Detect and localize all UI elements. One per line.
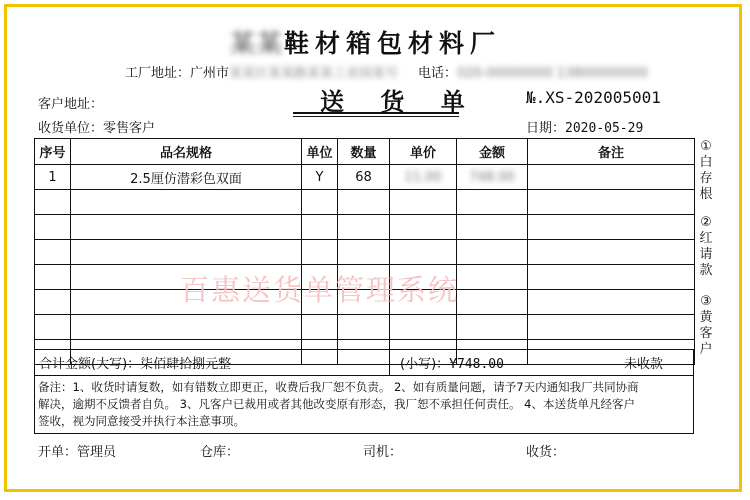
notes-line-1: 备注：1、收货时请复数，如有错数立即更正，收费后我厂恕不负责。 2、如有质量问题，请予7天内通知我厂共同协商 xyxy=(38,380,639,394)
cell-unit: Y xyxy=(302,165,338,190)
totals-table xyxy=(34,349,694,376)
date-value: 2020-05-29 xyxy=(565,121,644,136)
header-qty: 数量 xyxy=(338,139,390,165)
copy-red-label: ②红请款 xyxy=(699,215,713,278)
header-amount: 金额 xyxy=(457,139,528,165)
issuer-label: 开单： xyxy=(38,445,78,460)
header-price: 单价 xyxy=(390,139,457,165)
total-lowercase-label: (小写)： xyxy=(400,357,450,372)
table-row xyxy=(35,165,695,190)
table-row xyxy=(35,240,695,265)
phone-label: 电话： xyxy=(418,66,458,81)
header-name: 品名规格 xyxy=(71,139,302,165)
copy-yellow-label: ③黄客户 xyxy=(699,294,713,357)
company-title xyxy=(230,24,501,60)
totals-row xyxy=(35,350,694,376)
cell-qty: 68 xyxy=(338,165,390,190)
company-name-prefix: 某某 xyxy=(230,29,285,58)
customer-address xyxy=(38,93,103,112)
receiver-label: 收货单位： xyxy=(38,121,104,136)
total-uppercase-value: 柒佰肆拾捌元整 xyxy=(140,357,232,372)
header-unit: 单位 xyxy=(302,139,338,165)
copy-white-label: ①白存根 xyxy=(699,139,713,202)
address-value: 广州市 xyxy=(190,66,230,81)
footer-receiver: 收货： xyxy=(526,445,566,460)
document-title: 送 货 单 xyxy=(320,87,479,116)
cell-name: 2.5厘仿潜彩色双面 xyxy=(71,165,302,190)
table-row xyxy=(35,190,695,215)
receiver-unit xyxy=(38,117,155,136)
date-label: 日期： xyxy=(526,121,566,136)
company-address-line xyxy=(125,62,648,81)
cell-amount: 748.00 xyxy=(457,165,528,190)
watermark-text: 百惠送货单管理系统 xyxy=(180,273,460,307)
company-name: 鞋材箱包材料厂 xyxy=(284,29,502,58)
document-date xyxy=(526,117,643,136)
phone-blurred: 020-00000000 13800000000 xyxy=(457,66,648,81)
address-label: 工厂地址： xyxy=(125,66,191,81)
header-note: 备注 xyxy=(528,139,695,165)
total-uppercase xyxy=(35,350,390,376)
cell-price: 11.00 xyxy=(390,165,457,190)
total-lowercase xyxy=(390,350,694,376)
notes-box xyxy=(34,375,694,434)
table-row xyxy=(35,215,695,240)
footer-issuer xyxy=(38,441,116,460)
receiver-value: 零售客户 xyxy=(103,121,156,136)
notes-line-3: 签收，视为同意接受并执行本注意事项。 xyxy=(38,414,245,428)
total-uppercase-label: 合计金额(大写)： xyxy=(39,357,141,372)
cell-note xyxy=(528,165,695,190)
notes-line-2: 解决，逾期不反馈者自负。 3、凡客户已裁用或者其他改变原有形态，我厂恕不承担任何责任。 4、本送货单凡经客户 xyxy=(38,397,635,411)
footer-warehouse: 仓库： xyxy=(200,445,240,460)
cell-seq: 1 xyxy=(35,165,71,190)
header-seq: 序号 xyxy=(35,139,71,165)
title-underline xyxy=(293,112,459,114)
items-table xyxy=(34,138,695,365)
footer-driver: 司机： xyxy=(363,445,403,460)
total-lowercase-value: ¥748.00 xyxy=(449,357,504,372)
address-blurred: 某某区某某路某某工业园某号 xyxy=(229,66,399,81)
title-underline-thin xyxy=(293,116,459,117)
issuer-value: 管理员 xyxy=(77,445,117,460)
table-header-row xyxy=(35,139,695,165)
document-number: №.XS-202005001 xyxy=(526,88,661,107)
customer-address-label: 客户地址： xyxy=(38,97,104,112)
table-row xyxy=(35,315,695,340)
payment-status: 未收款 xyxy=(623,357,663,372)
